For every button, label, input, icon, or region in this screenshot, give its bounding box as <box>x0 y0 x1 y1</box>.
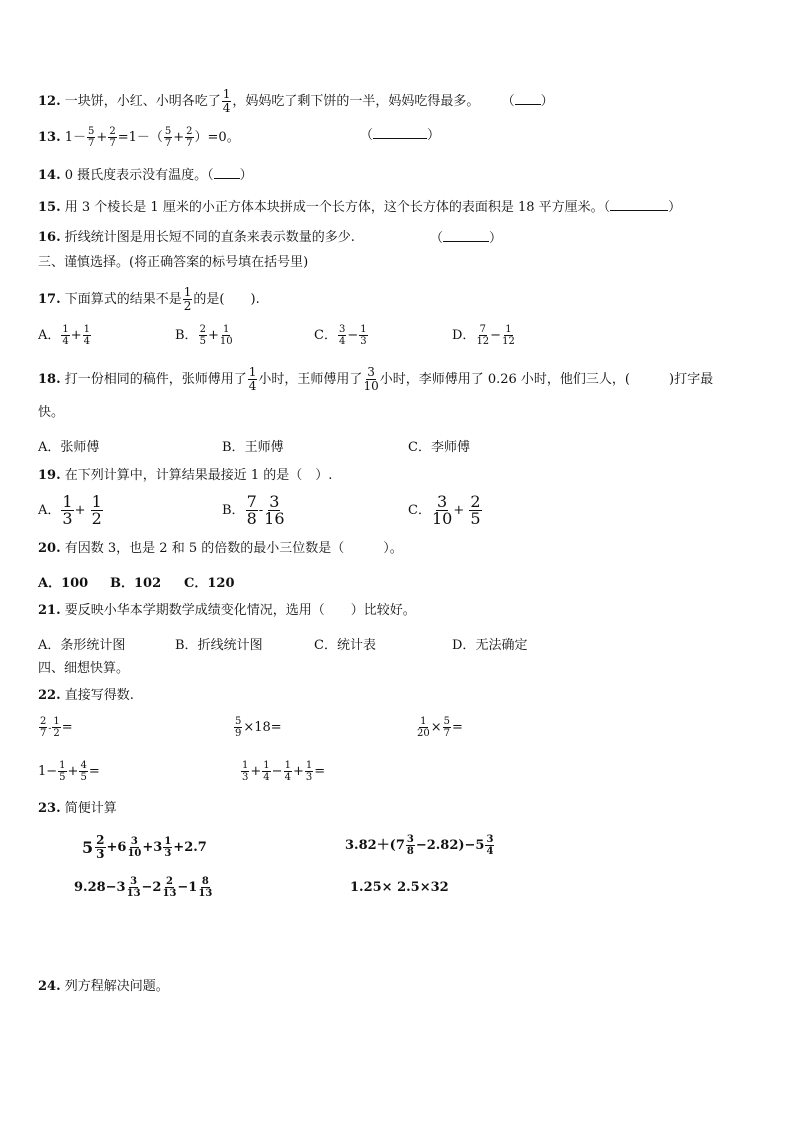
answer-blank[interactable] <box>515 92 541 105</box>
calc-item: 3.82＋(7 $\frac{3}{8}$ −2.82)−5 $\frac{3}{4}$ <box>345 834 494 857</box>
fraction: $\frac{1}{2}$ <box>183 285 192 313</box>
question-number: 17. <box>38 292 61 307</box>
option-d[interactable]: D．无法确定 <box>452 638 528 653</box>
option-c[interactable]: C． $\frac{3}{10}$ + $\frac{2}{5}$ <box>408 492 481 528</box>
option-c[interactable]: C． $\frac{3}{4}$ − $\frac{1}{3}$ <box>314 324 367 347</box>
question-number: 18. <box>38 372 61 387</box>
option-a[interactable]: A． $\frac{1}{4}$ + $\frac{1}{4}$ <box>38 324 91 347</box>
answer-blank[interactable] <box>610 198 668 211</box>
question-text: 列方程解决问题。 <box>64 979 169 994</box>
calc-item: 1− $\frac{1}{5}$ + $\frac{4}{5}$ = <box>38 760 100 783</box>
calc-item: $\frac{5}{9}$ ×18= <box>235 716 282 739</box>
option-d[interactable]: D． $\frac{7}{12}$ − $\frac{1}{12}$ <box>452 324 515 347</box>
question-text: 直接写得数. <box>64 688 134 703</box>
question-text: 有因数 3，也是 2 和 5 的倍数的最小三位数是（ ）。 <box>64 541 403 556</box>
fraction: $\frac{1}{4}$ <box>222 87 231 115</box>
question-16 <box>38 229 503 247</box>
question-24 <box>38 978 169 996</box>
question-20 <box>38 540 403 558</box>
answer-blank[interactable] <box>443 229 489 242</box>
question-19 <box>38 467 332 485</box>
option-a[interactable]: A． $\frac{1}{3}$ + $\frac{1}{2}$ <box>38 492 102 528</box>
question-number: 23. <box>38 801 61 816</box>
question-13: 13. 1－ $\frac{5}{7}$ + $\frac{2}{7}$ =1－（ $\frac{5}{7}$ + $\frac{2}{7}$ ）=0。 （ ） <box>38 126 441 149</box>
question-text: 0 摄氏度表示没有温度。（ <box>64 168 214 183</box>
fraction: $\frac{2}{7}$ <box>186 126 193 149</box>
question-number: 24. <box>38 979 61 994</box>
question-text: 一块饼，小红、小明各吃了 <box>64 94 221 109</box>
question-text: 折线统计图是用长短不同的直条来表示数量的多少. <box>64 230 355 245</box>
option-b[interactable]: B． $\frac{2}{5}$ + $\frac{1}{10}$ <box>175 324 233 347</box>
option-b[interactable]: B．102 <box>110 576 162 591</box>
option-c[interactable]: C．120 <box>184 576 235 591</box>
option-b[interactable]: B．王师傅 <box>222 440 284 455</box>
option-a[interactable]: A．100 <box>38 576 89 591</box>
section-heading: 四、细想快算。 <box>38 661 130 676</box>
calc-item: $\frac{2}{7}$ - $\frac{1}{2}$ = <box>40 716 73 739</box>
question-number: 12. <box>38 94 61 109</box>
option-c[interactable]: C．李师傅 <box>408 440 470 455</box>
calc-item: 1.25× 2.5×32 <box>350 880 449 895</box>
question-text: 简便计算 <box>64 801 117 816</box>
calc-item: $\frac{1}{3}$ + $\frac{1}{4}$ − $\frac{1}{4}$ + $\frac{1}{3}$ = <box>242 760 326 783</box>
section-heading: 三、谨慎选择。(将正确答案的标号填在括号里) <box>38 255 309 270</box>
question-14: 14. 0 摄氏度表示没有温度。（ ） <box>38 168 253 183</box>
option-b[interactable]: B．折线统计图 <box>175 638 263 653</box>
question-number: 20. <box>38 541 61 556</box>
question-number: 13. <box>38 130 61 145</box>
calc-item: 5 $\frac{2}{3}$ +6 $\frac{3}{10}$ +3 $\frac{1}{3}$ +2.7 <box>82 833 207 861</box>
question-text: ，妈妈吃了剩下饼的一半，妈妈吃得最多。 <box>232 94 480 109</box>
answer-blank[interactable] <box>373 126 427 139</box>
question-number: 21. <box>38 603 61 618</box>
answer-paren[interactable]: （ ） <box>501 94 554 109</box>
question-number: 14. <box>38 168 61 183</box>
option-a[interactable]: A．张师傅 <box>38 440 100 455</box>
option-a[interactable]: A．条形统计图 <box>38 638 126 653</box>
question-21 <box>38 602 416 620</box>
fraction: $\frac{3}{10}$ <box>363 365 379 393</box>
question-18: 18. 打一份相同的稿件，张师傅用了 $\frac{1}{4}$ 小时，王师傅用了 $\frac{3}{10}$ 小时，李师傅用了 0.26 小时，他们三人，( )打字最 <box>38 365 714 393</box>
answer-paren[interactable]: （ ） <box>360 128 441 143</box>
answer-blank[interactable] <box>214 166 240 179</box>
question-text: 用 3 个棱长是 1 厘米的小正方体本块拼成一个长方体，这个长方体的表面积是 18 平方厘米。（ <box>64 200 611 215</box>
question-12 <box>38 88 554 115</box>
question-text: 在下列计算中，计算结果最接近 1 的是（ ）. <box>64 468 333 483</box>
question-17: 17. 下面算式的结果不是 $\frac{1}{2}$ 的是( ). <box>38 285 260 313</box>
fraction: $\frac{5}{7}$ <box>164 126 172 149</box>
fraction: $\frac{2}{7}$ <box>109 126 116 149</box>
question-22 <box>38 687 134 705</box>
question-number: 15. <box>38 200 61 215</box>
calc-item: 9.28−3 $\frac{3}{13}$ −2 $\frac{2}{13}$ −1 $\frac{8}{13}$ <box>74 876 213 899</box>
question-number: 22. <box>38 688 61 703</box>
question-number: 16. <box>38 230 61 245</box>
question-15: 15. 用 3 个棱长是 1 厘米的小正方体本块拼成一个长方体，这个长方体的表面积是 18 平方厘米。（ ） <box>38 200 682 215</box>
question-number: 19. <box>38 468 61 483</box>
question-text: 要反映小华本学期数学成绩变化情况，选用（ ）比较好。 <box>64 603 416 618</box>
question-23 <box>38 800 117 818</box>
option-c[interactable]: C．统计表 <box>314 638 376 653</box>
option-b[interactable]: B． $\frac{7}{8}$ - $\frac{3}{16}$ <box>222 492 285 528</box>
fraction: $\frac{5}{7}$ <box>88 126 95 149</box>
fraction: $\frac{1}{4}$ <box>248 365 257 393</box>
answer-paren[interactable]: （ ） <box>430 231 503 246</box>
calc-item: $\frac{1}{20}$ × $\frac{5}{7}$ = <box>417 716 463 739</box>
question-18-cont: 快。 <box>38 405 65 420</box>
